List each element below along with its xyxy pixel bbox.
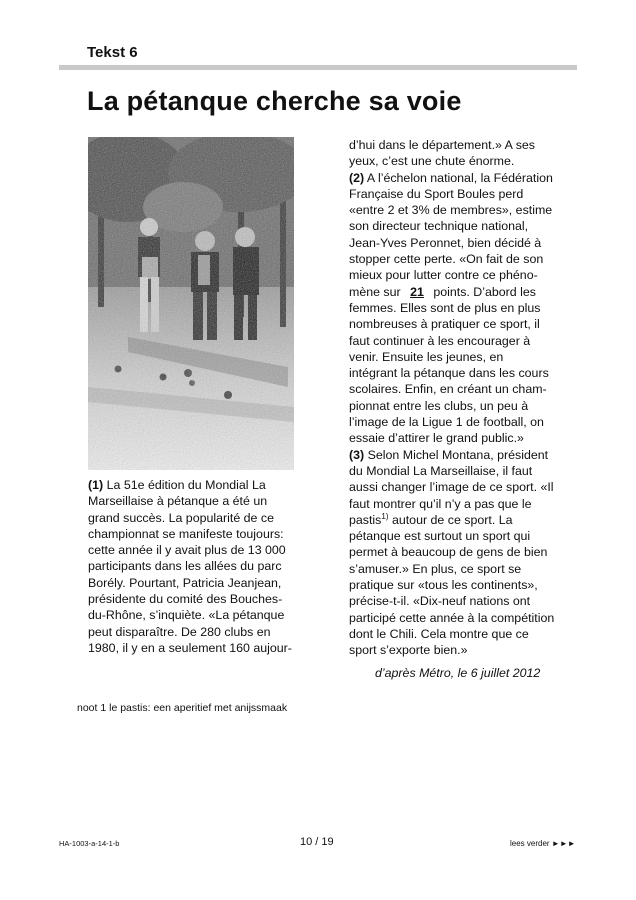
text-line: aussi changer l’image de ce sport. «Il: [349, 480, 554, 495]
text-line: nombreuses à pratiquer ce sport, il: [349, 317, 540, 332]
footnote: noot 1 le pastis: een aperitief met anijssmaak: [77, 702, 288, 714]
text-line: pratique sur «tous les continents»,: [349, 578, 538, 593]
text-line: essaie d’attirer le grand public.»: [349, 431, 524, 446]
text-line: dont le Chili. Cela montre que ce: [349, 626, 529, 641]
text-line: Borély. Pourtant, Patricia Jeanjean,: [88, 575, 282, 590]
text-line: son directeur technique national,: [349, 219, 529, 234]
article-photo: [88, 137, 294, 470]
text-line: participants dans les allées du parc: [88, 559, 282, 574]
text-line: participé cette année à la compétition: [349, 610, 555, 625]
article-title: La pétanque cherche sa voie: [87, 86, 462, 116]
text-line: peut disparaître. De 280 clubs en: [88, 624, 271, 639]
paragraph-number: (2): [349, 170, 365, 185]
text-line: du Mondial La Marseillaise, il faut: [349, 463, 533, 478]
paragraph-number: (3): [349, 447, 365, 462]
text-line: Française du Sport Boules perd: [349, 186, 524, 201]
text-line: faut montrer qu’il n’y a pas que le: [349, 496, 532, 511]
text-line: autour de ce sport. La: [391, 512, 513, 527]
text-line: femmes. Elles sont de plus en plus: [349, 300, 541, 315]
text-line: s’amuser.» En plus, ce sport se: [349, 561, 522, 576]
text-line: mène sur: [349, 284, 401, 299]
text-line: scolaires. Enfin, en créant un cham-: [349, 382, 547, 397]
article-source: d’après Métro, le 6 juillet 2012: [375, 666, 541, 680]
text-line: championnat se manifeste toujours:: [88, 526, 284, 541]
text-line: permet à beaucoup de gens de bien: [349, 545, 548, 560]
text-line: grand succès. La popularité de ce: [88, 510, 274, 525]
page-number: 10 / 19: [300, 836, 334, 848]
text-line: d’hui dans le département.» A ses: [349, 138, 535, 152]
article-column-left: [88, 477, 318, 656]
text-line: du-Rhône, s’inquiète. «La pétanque: [88, 608, 285, 623]
text-line: points. D’abord les: [433, 284, 536, 299]
text-line: Selon Michel Montana, président: [367, 447, 549, 462]
header-rule: [59, 65, 577, 70]
text-line: Marseillaise à pétanque a été un: [88, 494, 268, 509]
text-line: yeux, c’est une chute énorme.: [349, 154, 515, 169]
text-line: pastis: [349, 512, 382, 527]
text-line: venir. Ensuite les jeunes, en: [349, 349, 504, 364]
text-line: 1980, il y en a seulement 160 aujour-: [88, 640, 292, 655]
text-line: pétanque est surtout un sport qui: [349, 529, 531, 544]
gap-number: 21: [410, 284, 424, 299]
section-label: Tekst 6: [87, 44, 138, 61]
text-line: cette année il y avait plus de 13 000: [88, 543, 286, 558]
text-line: mieux pour lutter contre ce phéno-: [349, 268, 538, 283]
text-line: présidente du comité des Bouches-: [88, 592, 283, 607]
text-line: «entre 2 et 3% de membres», estime: [349, 203, 553, 218]
text-line: stopper cette perte. «On fait de son: [349, 252, 544, 267]
text-line: Jean-Yves Peronnet, bien décidé à: [349, 235, 542, 250]
text-line: l’image de la Ligue 1 de football, on: [349, 415, 544, 430]
footnote-ref: 1): [381, 511, 389, 521]
text-line: sport s’exporte bien.»: [349, 643, 468, 658]
text-line: pionnat entre les clubs, un peu à: [349, 398, 529, 413]
continue-label: lees verder ►►►: [510, 839, 576, 848]
text-line: intégrant la pétanque dans les cours: [349, 366, 549, 381]
document-code: HA-1003-a-14-1-b: [59, 839, 120, 848]
paragraph-number: (1): [88, 478, 104, 492]
text-line: faut continuer à les encourager à: [349, 333, 531, 348]
text-line: La 51e édition du Mondial La: [106, 478, 266, 492]
article-column-right: [349, 137, 584, 659]
text-line: A l’échelon national, la Fédération: [366, 170, 553, 185]
text-line: précise-t-il. «Dix-neuf nations ont: [349, 594, 531, 609]
